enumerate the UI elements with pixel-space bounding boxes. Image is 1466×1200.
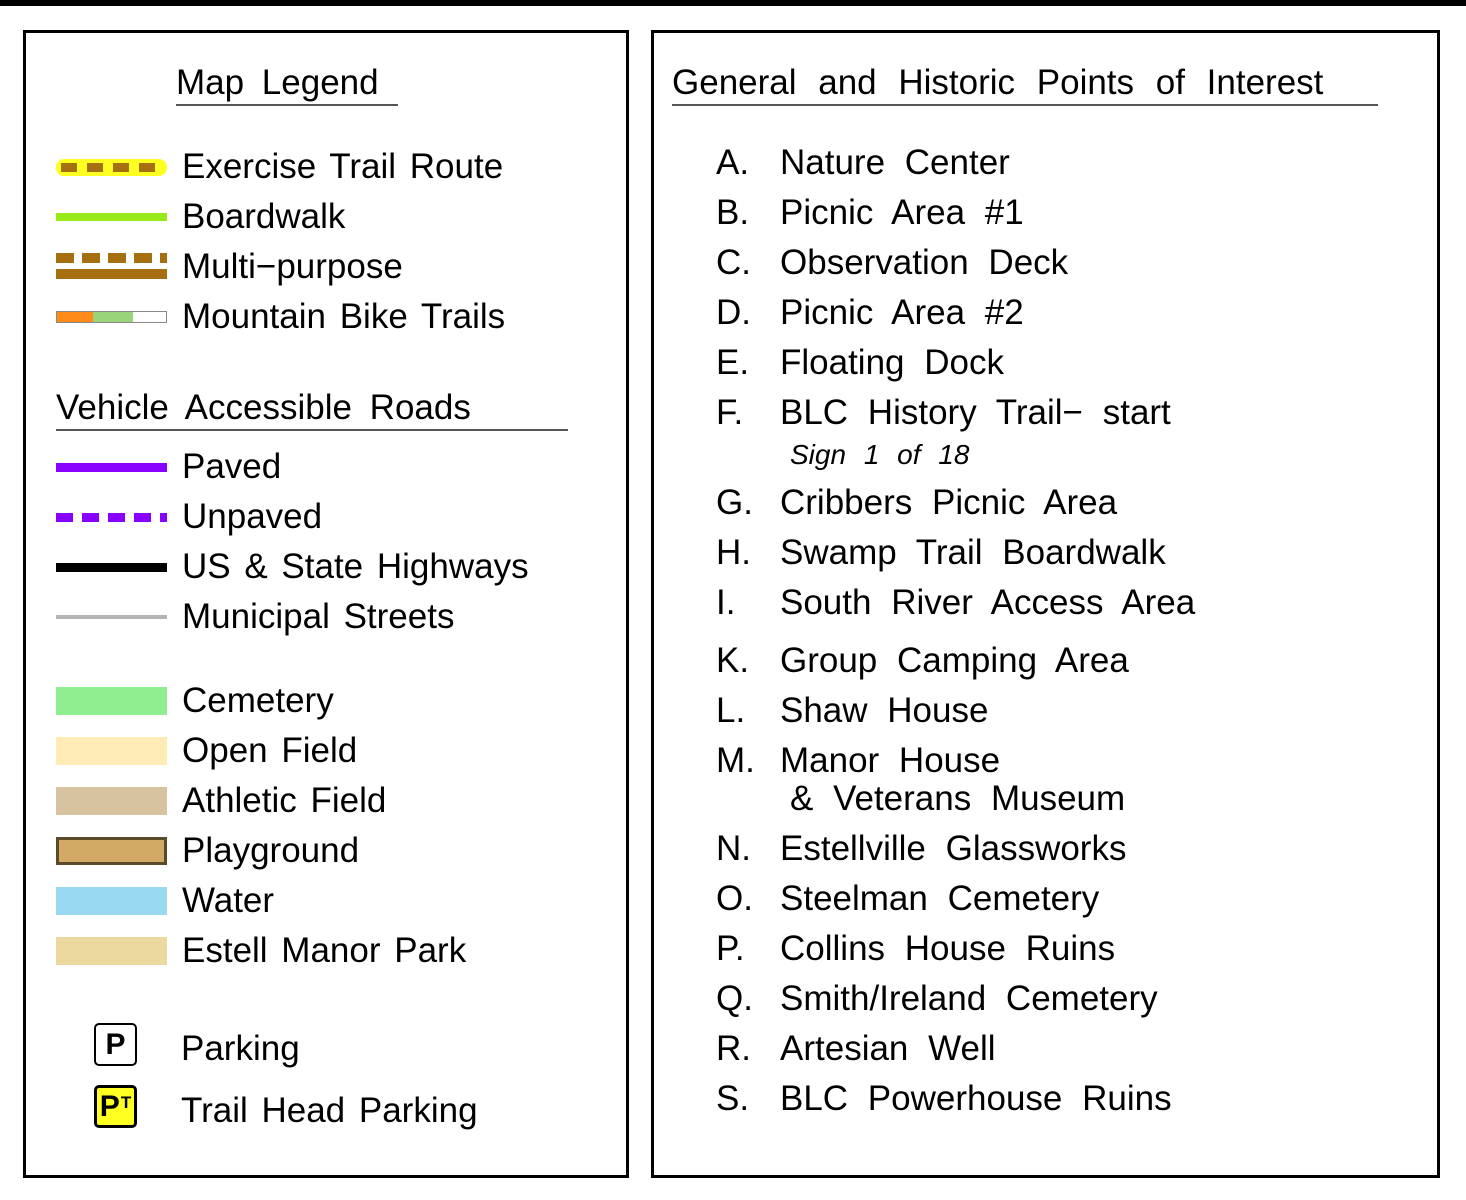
legend-label: US & State Highways bbox=[182, 547, 529, 586]
legend-label: Multi−purpose bbox=[182, 247, 403, 286]
legend-label: Boardwalk bbox=[182, 197, 346, 236]
poi-item-e: E. Floating Dock bbox=[716, 343, 1004, 382]
legend-row-water bbox=[56, 881, 274, 921]
open-field-swatch-icon bbox=[56, 731, 167, 771]
roads-title-underline bbox=[56, 429, 568, 431]
legend-row-highway bbox=[56, 547, 529, 587]
poi-title-underline bbox=[672, 104, 1378, 106]
legend-row-estell-manor-park bbox=[56, 931, 466, 971]
paved-road-line-icon bbox=[56, 447, 167, 487]
legend-row-athletic-field bbox=[56, 781, 386, 821]
legend-row-mountain-bike bbox=[56, 297, 505, 337]
water-swatch-icon bbox=[56, 881, 167, 921]
poi-item-r: R. Artesian Well bbox=[716, 1029, 996, 1068]
map-legend-panel bbox=[23, 30, 629, 1178]
poi-item-h: H. Swamp Trail Boardwalk bbox=[716, 533, 1166, 572]
points-of-interest-panel bbox=[651, 30, 1440, 1178]
roads-title: Vehicle Accessible Roads bbox=[56, 388, 471, 427]
unpaved-road-line-icon bbox=[56, 497, 167, 537]
poi-item-q: Q. Smith/Ireland Cemetery bbox=[716, 979, 1158, 1018]
poi-item-m-continuation: & Veterans Museum bbox=[790, 779, 1126, 818]
legend-row-multipurpose bbox=[56, 247, 403, 287]
top-border bbox=[0, 0, 1466, 6]
legend-title: Map Legend bbox=[176, 63, 379, 102]
poi-item-c: C. Observation Deck bbox=[716, 243, 1069, 282]
playground-swatch-icon bbox=[56, 831, 167, 871]
trailhead-parking-label: Trail Head Parking bbox=[181, 1091, 478, 1130]
legend-row-playground bbox=[56, 831, 359, 871]
poi-item-o: O. Steelman Cemetery bbox=[716, 879, 1100, 918]
poi-item-n: N. Estellville Glassworks bbox=[716, 829, 1127, 868]
poi-item-l: L. Shaw House bbox=[716, 691, 989, 730]
legend-label: Playground bbox=[182, 831, 360, 870]
legend-label: Athletic Field bbox=[182, 781, 387, 820]
athletic-field-swatch-icon bbox=[56, 781, 167, 821]
legend-label: Estell Manor Park bbox=[182, 931, 467, 970]
legend-label: Open Field bbox=[182, 731, 358, 770]
legend-label: Unpaved bbox=[182, 497, 323, 536]
cemetery-swatch-icon bbox=[56, 681, 167, 721]
legend-row-paved bbox=[56, 447, 281, 487]
poi-item-m: M. Manor House bbox=[716, 741, 1001, 780]
poi-item-p: P. Collins House Ruins bbox=[716, 929, 1116, 968]
multipurpose-line-icon bbox=[56, 247, 167, 287]
legend-row-open-field bbox=[56, 731, 357, 771]
legend-row-cemetery bbox=[56, 681, 334, 721]
poi-item-i: I. South River Access Area bbox=[716, 583, 1196, 622]
legend-row-exercise-trail bbox=[56, 147, 503, 187]
municipal-street-line-icon bbox=[56, 597, 167, 637]
poi-item-g: G. Cribbers Picnic Area bbox=[716, 483, 1118, 522]
legend-title-underline bbox=[176, 104, 398, 106]
legend-label: Municipal Streets bbox=[182, 597, 455, 636]
boardwalk-line-icon bbox=[56, 197, 167, 237]
poi-item-f-subtitle: Sign 1 of 18 bbox=[790, 439, 970, 470]
legend-label: Cemetery bbox=[182, 681, 334, 720]
legend-row-municipal bbox=[56, 597, 454, 637]
mountain-bike-line-icon bbox=[56, 297, 167, 337]
legend-row-unpaved bbox=[56, 497, 322, 537]
highway-line-icon bbox=[56, 547, 167, 587]
poi-item-d: D. Picnic Area #2 bbox=[716, 293, 1024, 332]
poi-item-a: A. Nature Center bbox=[716, 143, 1010, 182]
legend-label: Paved bbox=[182, 447, 282, 486]
legend-label: Water bbox=[182, 881, 275, 920]
legend-row-boardwalk bbox=[56, 197, 345, 237]
poi-item-b: B. Picnic Area #1 bbox=[716, 193, 1024, 232]
parking-icon: P bbox=[94, 1023, 137, 1066]
park-swatch-icon bbox=[56, 931, 167, 971]
poi-item-s: S. BLC Powerhouse Ruins bbox=[716, 1079, 1172, 1118]
parking-label: Parking bbox=[181, 1029, 300, 1068]
trailhead-parking-icon: P $^T$ bbox=[94, 1085, 137, 1128]
poi-title: General and Historic Points of Interest bbox=[672, 63, 1324, 102]
legend-label: Mountain Bike Trails bbox=[182, 297, 506, 336]
exercise-trail-line-icon bbox=[56, 147, 167, 187]
legend-label: Exercise Trail Route bbox=[182, 147, 504, 186]
poi-item-f: F. BLC History Trail− start bbox=[716, 393, 1171, 432]
poi-item-k: K. Group Camping Area bbox=[716, 641, 1129, 680]
